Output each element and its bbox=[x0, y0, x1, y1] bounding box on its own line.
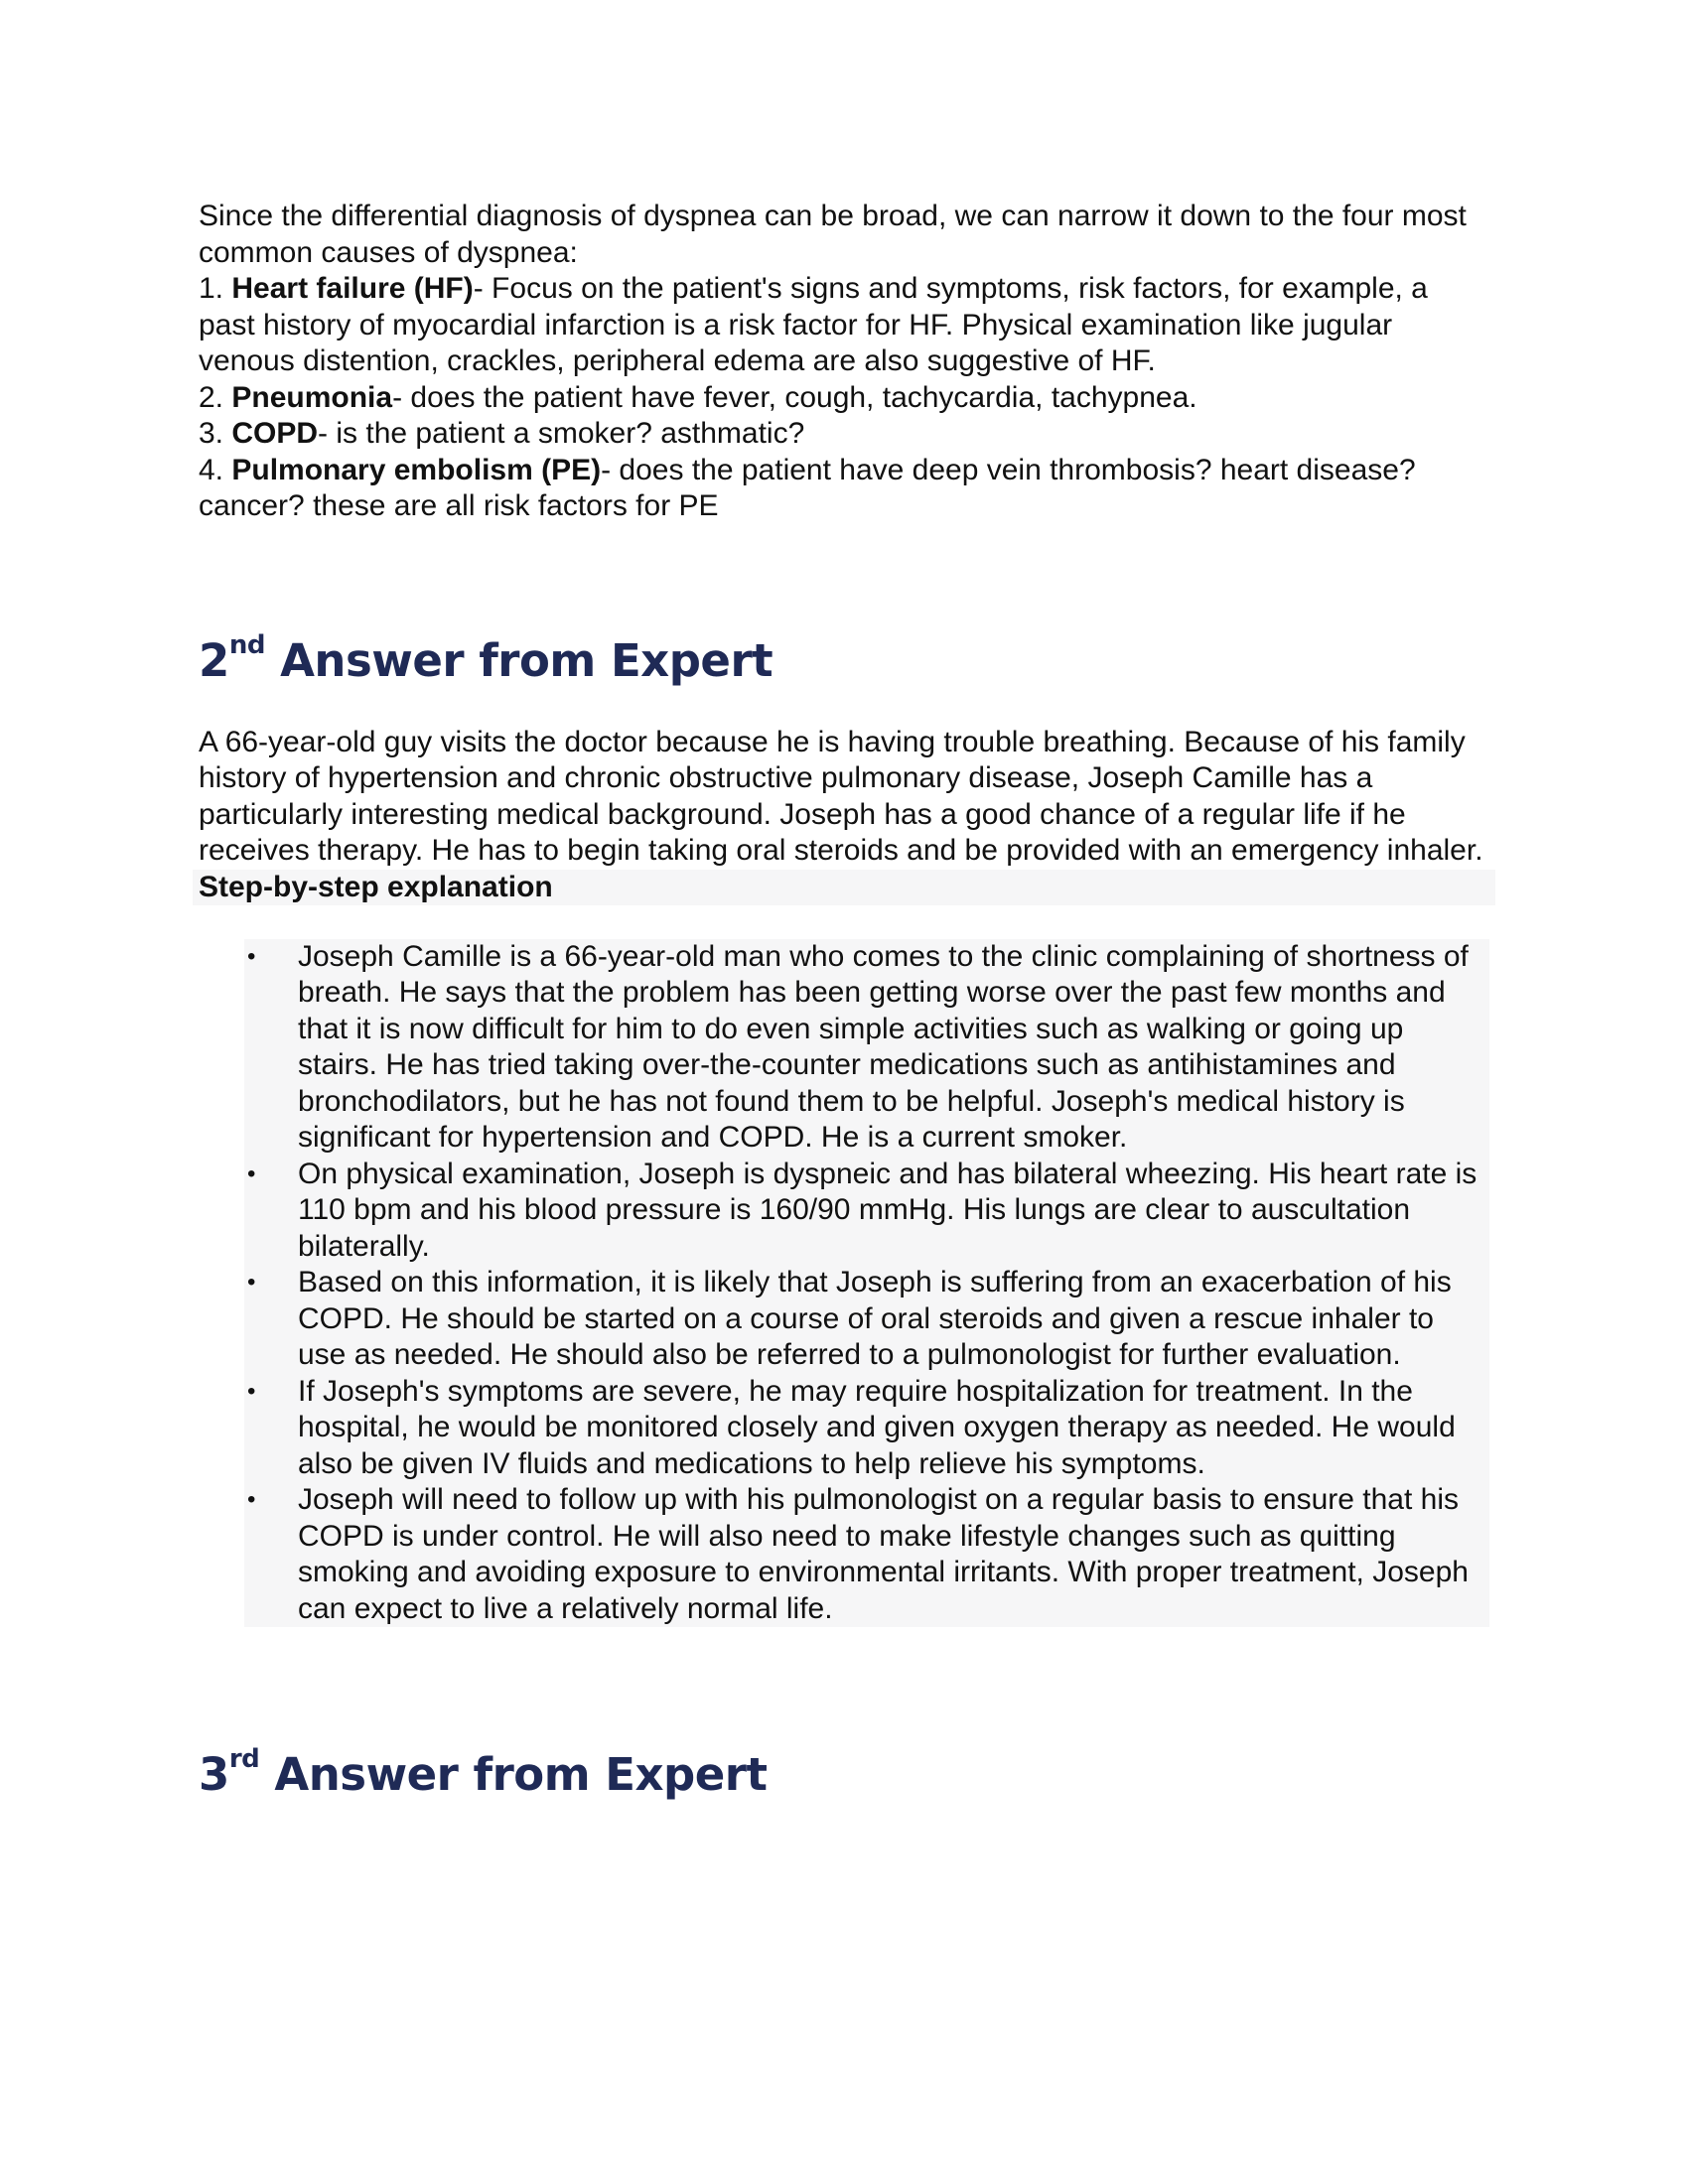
cause-item-heart-failure: 1. Heart failure (HF)- Focus on the patient's signs and symptoms, risk factors, for example, a past history of myocardial infarction is a risk factor for HF. Physical examination like jugular venous distention, crackles, peripheral edema are also suggestive of HF. bbox=[199, 272, 1428, 377]
cause-term: Heart failure (HF) bbox=[231, 272, 474, 305]
step-item: • Based on this information, it is likely that Joseph is suffering from an exacerbation of his COPD. He should be started on a course of oral steroids and given a rescue inhaler to use as needed. He should also be referred to a pulmonologist for further evaluation. bbox=[247, 1266, 1452, 1371]
cause-term: Pulmonary embolism (PE) bbox=[231, 453, 602, 486]
document-page bbox=[199, 199, 1489, 1801]
cause-item-pneumonia: 2. Pneumonia- does the patient have fever, cough, tachycardia, tachypnea. bbox=[199, 380, 1197, 414]
step-by-step-label: Step-by-step explanation bbox=[193, 870, 1495, 905]
intro-lead: Since the differential diagnosis of dyspnea can be broad, we can narrow it down to the four most common causes of dyspnea: bbox=[199, 200, 1467, 269]
bullet-icon: • bbox=[247, 1486, 256, 1513]
cause-term: Pneumonia bbox=[231, 380, 393, 414]
bullet-icon: • bbox=[247, 942, 256, 970]
step-item: • Joseph will need to follow up with his pulmonologist on a regular basis to ensure that his COPD is under control. He will also need to make lifestyle changes such as quitting smoking and avoiding exposure to environmental irritants. With proper treatment, Joseph can expect to live a relatively normal life. bbox=[247, 1483, 1469, 1625]
step-list bbox=[244, 939, 1489, 1628]
bullet-icon: • bbox=[247, 1269, 256, 1296]
answer-2-summary: A 66-year-old guy visits the doctor because he is having trouble breathing. Because of his family history of hypertension and chronic obstructive pulmonary disease, Joseph Camille has a particularly interesting medical background. Joseph has a good chance of a regular life if he receives therapy. He has to begin taking oral steroids and be provided with an emergency inhaler. bbox=[199, 725, 1483, 867]
cause-item-pulmonary-embolism: 4. Pulmonary embolism (PE)- does the patient have deep vein thrombosis? heart disease? cancer? these are all risk factors for PE bbox=[199, 453, 1416, 522]
bullet-icon: • bbox=[247, 1160, 256, 1187]
step-item: • Joseph Camille is a 66-year-old man who comes to the clinic complaining of shortness of breath. He says that the problem has been getting worse over the past few months and that it is now difficult for him to do even simple activities such as walking or going up stairs. He has tried taking over-the-counter medications such as antihistamines and bronchodilators, but he has not found them to be helpful. Joseph's medical history is significant for hypertension and COPD. He is a current smoker. bbox=[247, 939, 1469, 1154]
step-item: • On physical examination, Joseph is dyspneic and has bilateral wheezing. His heart rate is 110 bpm and his blood pressure is 160/90 mmHg. His lungs are clear to auscultation bilaterally. bbox=[247, 1157, 1477, 1263]
intro-paragraph bbox=[199, 199, 1489, 525]
answer-2-heading: 2nd Answer from Expert bbox=[199, 629, 774, 687]
bullet-icon: • bbox=[247, 1377, 256, 1405]
step-item: • If Joseph's symptoms are severe, he may require hospitalization for treatment. In the hospital, he would be monitored closely and given oxygen therapy as needed. He would also be given IV fluids and medications to help relieve his symptoms. bbox=[247, 1374, 1456, 1480]
cause-item-copd: 3. COPD- is the patient a smoker? asthmatic? bbox=[199, 417, 805, 450]
answer-3-heading: 3rd Answer from Expert bbox=[199, 1744, 768, 1801]
cause-term: COPD bbox=[231, 417, 319, 450]
